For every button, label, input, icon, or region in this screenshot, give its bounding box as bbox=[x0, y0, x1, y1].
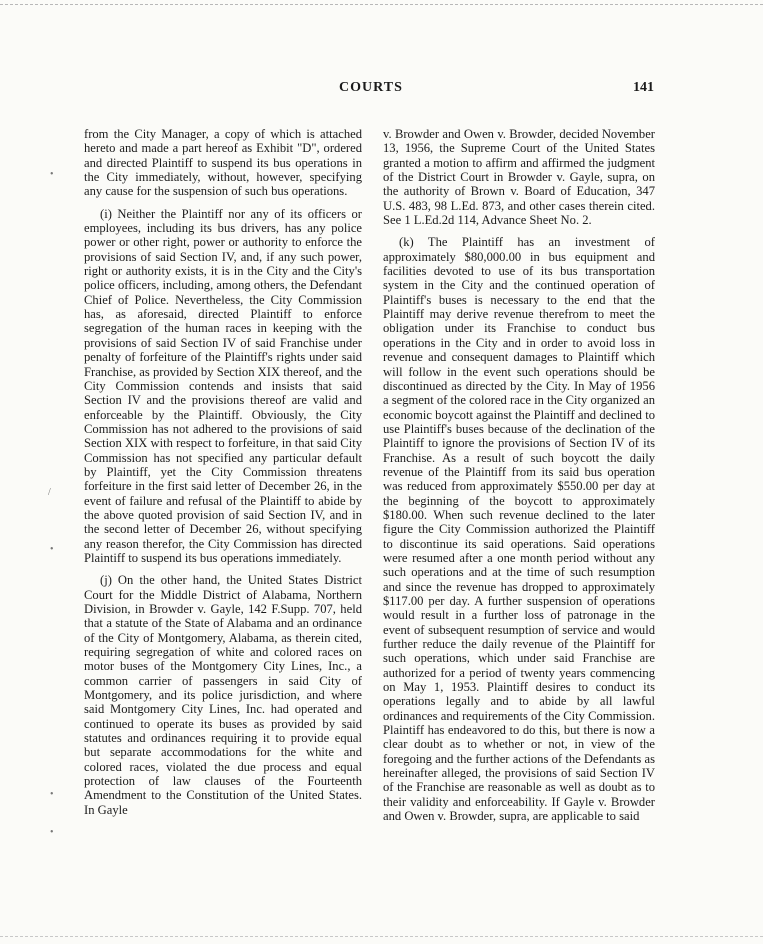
left-paragraph-j: (j) On the other hand, the United States District Court for the Middle District of Alabama, Northern Division, in Browder v. Gayle, 142 F.Supp. 707, held that a statute of the State of Alabama and an ordinance of the City of Montgomery, Alabama, as therein cited, requiring segregation of white and colored races on motor buses of the Montgomery City Lines, Inc., a common carrier of passengers in said City of Montgomery, and its police jurisdiction, and where said Montgomery City Lines, Inc. had operated and continued to operate its buses as provided by said statutes and ordinances requiring it to provide equal but separate accommodations for the white and colored races, violated the due process and equal protection of law clauses of the Fourteenth Amendment to the Constitution of the United States. In Gayle bbox=[84, 573, 362, 817]
page-number: 141 bbox=[633, 80, 654, 95]
running-head: COURTS bbox=[339, 80, 403, 95]
right-column bbox=[383, 127, 655, 824]
page-header bbox=[84, 80, 654, 100]
scan-speck-mark: • bbox=[50, 169, 54, 180]
top-scan-border bbox=[0, 4, 763, 5]
left-paragraph-i: (i) Neither the Plaintiff nor any of its officers or employees, including its bus drivers, has any police power or other right, power or authority to enforce the provisions of said Section IV, and, if any such power, right or authority exists, it is in the City and the City's police officers, including, among others, the Defendant Chief of Police. Nevertheless, the City Commission has, as aforesaid, directed Plaintiff to enforce segregation of the human races in keeping with the provisions of said Section IV of said Franchise under penalty of forfeiture of the Plaintiff's rights under said Franchise, as provided by Section XIX thereof, and the City Commission contends and insists that said Section IV and the provisions thereof are valid and enforceable by the Plaintiff. Obviously, the City Commission has not adhered to the provisions of said Section XIX with respect to forfeiture, in that said City Commission has not specified any particular default by Plaintiff, yet the City Commission threatens forfeiture in the first said letter of December 26, in the event of failure and refusal of the Plaintiff to abide by the above quoted provision of said Section IV, and in the second letter of December 26, without specifying any reason therefor, the City Commission has directed Plaintiff to suspend its bus operations immediately. bbox=[84, 206, 362, 565]
bottom-scan-border bbox=[0, 936, 763, 937]
scan-speck-mark: / bbox=[48, 487, 51, 498]
right-paragraph-continuation: v. Browder and Owen v. Browder, decided November 13, 1956, the Supreme Court of the United States granted a motion to affirm and affirmed the judgment of the District Court in Browder v. Gayle, supra, on the authority of Brown v. Board of Education, 347 U.S. 483, 98 L.Ed. 873, and other cases therein cited. See 1 L.Ed.2d 114, Advance Sheet No. 2. bbox=[383, 127, 655, 228]
scan-speck-mark: • bbox=[50, 827, 54, 838]
scan-speck-mark: • bbox=[50, 789, 54, 800]
scan-speck-mark: • bbox=[50, 544, 54, 555]
right-paragraph-k: (k) The Plaintiff has an investment of approximately $80,000.00 in bus equipment and facilities devoted to use of its bus transportation system in the City and the continued operation of Plaintiff's buses is necessary to the end that the Plaintiff may derive revenue therefrom to meet the obligation under its Franchise to conduct bus operations in the City and in order to avoid loss in revenue and consequent damages to Plaintiff which will follow in the event such operations should be discontinued as directed by the City. In May of 1956 a segment of the colored race in the City organized an economic boycott against the Plaintiff and declined to use Plaintiff's buses because of the declination of the Plaintiff to ignore the provisions of Section IV of its Franchise. As a result of such boycott the daily revenue of the Plaintiff from its said bus operation was reduced from approximately $550.00 per day at the beginning of the boycott to approximately $180.00. When such revenue declined to the later figure the City Commission authorized the Plaintiff to discontinue its said operations. Said operations were resumed after a one month period without any such operations and at the time of such resumption and since the revenue has dropped to approximately $117.00 per day. A further suspension of operations would result in a further loss of patronage in the event of subsequent resumption of service and would further reduce the daily revenue of the Plaintiff for such operations, which under said Franchise are authorized for a period of twenty years commencing on May 1, 1953. Plaintiff desires to conduct its operations legally and to abide by all lawful ordinances and requirements of the City Commission. Plaintiff has endeavored to do this, but there is now a clear doubt as to whether or not, in view of the foregoing and the further actions of the Defendants as hereinafter alleged, the provisions of said Section IV of the Franchise are reasonable as well as doubt as to their validity and enforceability. If Gayle v. Browder and Owen v. Browder, supra, are applicable to said bbox=[383, 235, 655, 824]
left-column bbox=[84, 127, 362, 817]
left-paragraph-continuation: from the City Manager, a copy of which is attached hereto and made a part hereof as Exhibit "D", ordered and directed Plaintiff to suspend its bus operations in the City immediately, without, however, specifying any cause for the suspension of such bus operations. bbox=[84, 127, 362, 199]
